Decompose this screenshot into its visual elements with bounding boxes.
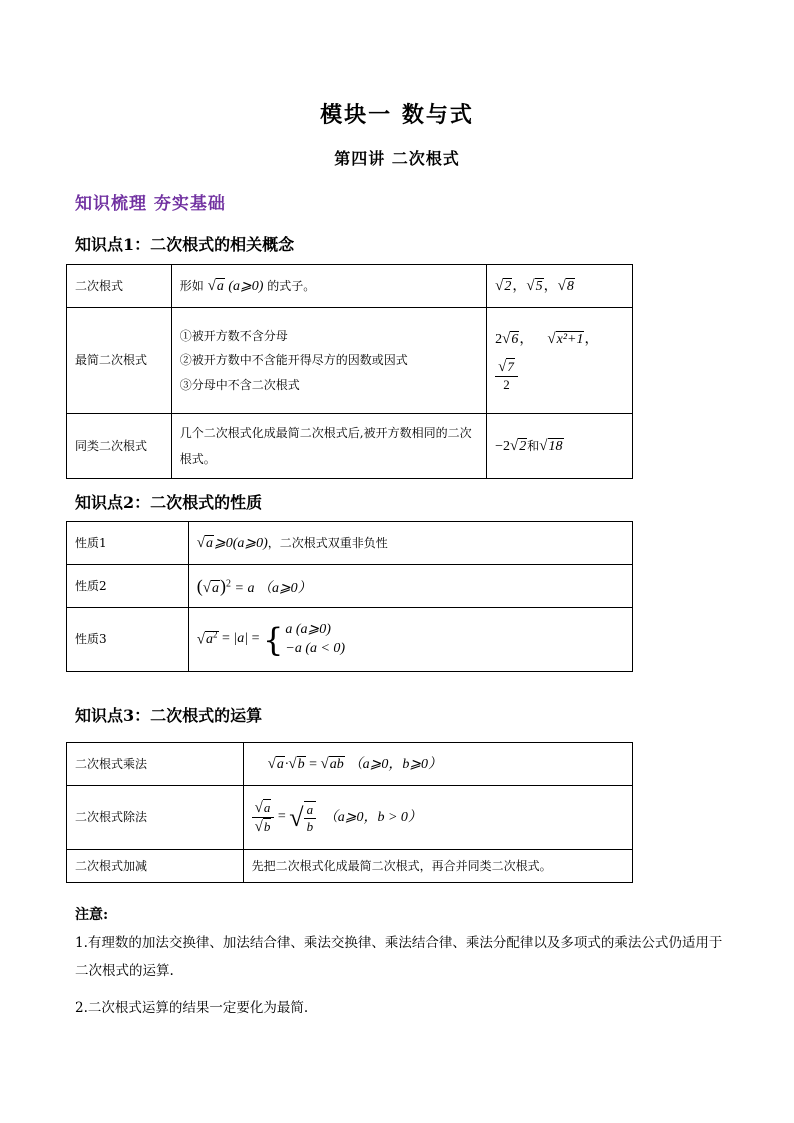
operation-label: 二次根式加减	[67, 850, 244, 883]
property-label: 性质3	[67, 608, 189, 672]
operation-formula: √a·√b = √ab （a⩾0，b⩾0）	[243, 743, 632, 786]
kp1-conditions	[171, 308, 486, 414]
lecture-title: 第四讲 二次根式	[334, 149, 460, 168]
kp1-heading: 知识点1：二次根式的相关概念	[75, 235, 295, 254]
kp3-heading: 知识点3：二次根式的运算	[75, 706, 263, 725]
property-label: 性质1	[67, 522, 189, 565]
kp1-term: 二次根式	[67, 265, 172, 308]
note-line-1: 1.有理数的加法交换律、加法结合律、乘法交换律、乘法结合律、乘法分配律以及多项式的乘法公式仍适用于二次根式的运算.	[75, 935, 723, 979]
kp1-row-radical	[67, 265, 633, 308]
kp1-row-simplest	[67, 308, 633, 414]
kp1-examples: −2√2和√18	[487, 414, 633, 479]
property-label: 性质2	[67, 565, 189, 608]
kp3-row-add	[67, 850, 633, 883]
kp2-table	[66, 521, 633, 672]
kp2-heading: 知识点2：二次根式的性质	[75, 493, 263, 512]
note-heading: 注意:	[75, 907, 109, 923]
property-formula: $√a^2$ = |a| = { a (a⩾0) −a (a < 0)	[188, 608, 632, 672]
kp1-examples: 2√6， √x²+1， $\frac{√7}{2}$	[487, 308, 633, 414]
kp3-table	[66, 742, 633, 883]
property-formula: $(√a)^2 = a$ （a⩾0）	[188, 565, 632, 608]
operation-text: 先把二次根式化成最简二次根式，再合并同类二次根式。	[243, 850, 632, 883]
kp3-row-multiply	[67, 743, 633, 786]
kp3-row-divide	[67, 786, 633, 850]
condition-item: ③分母中不含二次根式	[179, 377, 300, 392]
kp2-row-2	[67, 565, 633, 608]
condition-item: ②被开方数中不含能开得尽方的因数或因式	[179, 353, 408, 368]
page-title: 模块一 数与式	[320, 102, 474, 128]
kp1-examples: √2，√5，√8	[487, 265, 633, 308]
radical-expression: √a (a⩾0)	[207, 277, 264, 294]
section-heading: 知识梳理 夯实基础	[75, 194, 226, 214]
kp2-row-3	[67, 608, 633, 672]
kp1-row-similar	[67, 414, 633, 479]
kp1-term: 最简二次根式	[67, 308, 172, 414]
property-formula: √a⩾0(a⩾0)，二次根式双重非负性	[188, 522, 632, 565]
note-line-2: 2.二次根式运算的结果一定要化为最简.	[75, 1000, 309, 1016]
operation-label: 二次根式除法	[67, 786, 244, 850]
condition-item: ①被开方数不含分母	[179, 329, 288, 344]
operation-label: 二次根式乘法	[67, 743, 244, 786]
kp2-row-1	[67, 522, 633, 565]
kp1-table	[66, 264, 633, 479]
operation-formula: $\frac{√a}{√b}$ = √ $\frac{a}{b}$ （a⩾0，b > 0）	[243, 786, 632, 850]
kp1-definition: 几个二次根式化成最简二次根式后,被开方数相同的二次根式。	[171, 414, 486, 479]
kp1-term: 同类二次根式	[67, 414, 172, 479]
kp1-definition: 形如 √a (a⩾0) 的式子。	[171, 265, 486, 308]
